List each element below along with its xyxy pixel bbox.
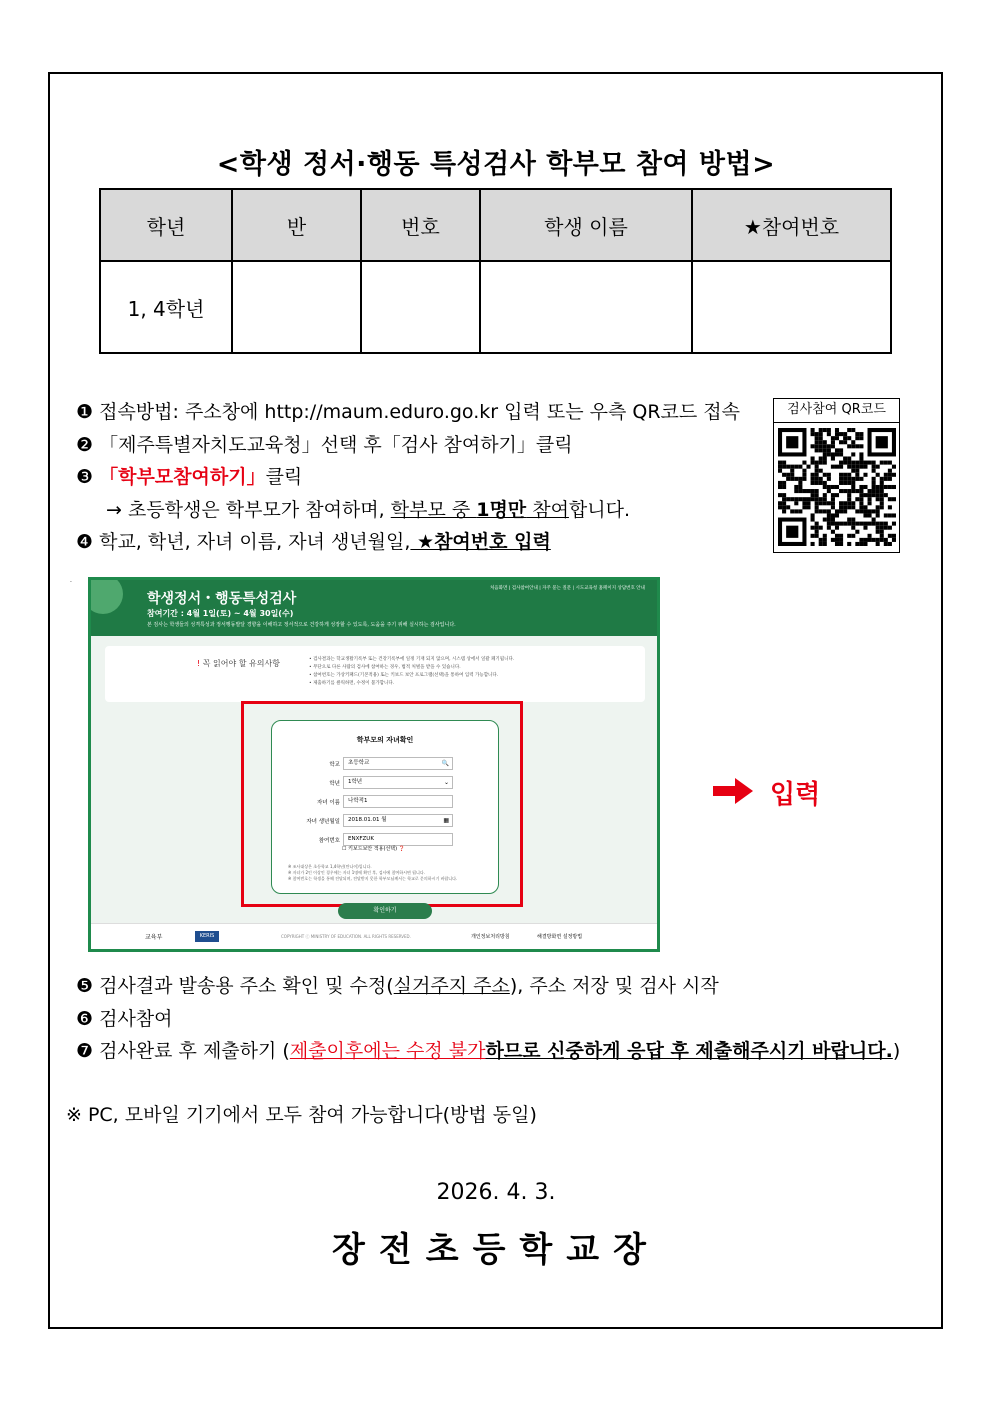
student-info-table — [99, 188, 892, 354]
header-participation-code: ★참여번호 — [692, 189, 891, 261]
step-3-highlight: 「학부모참여하기」 — [99, 466, 266, 488]
site-title: 학생정서・행동특성검사 — [147, 591, 297, 607]
header-decoration-circle — [88, 577, 123, 614]
step-1 — [76, 396, 740, 429]
notice-title-text: 꼭 읽어야 할 유의사항 — [202, 659, 280, 668]
step-3-sub-b: 학부모 중 — [390, 498, 477, 521]
step-6 — [76, 1003, 900, 1036]
step-4 — [76, 526, 740, 559]
step-4-text: 학교, 학년, 자녀 이름, 자녀 생년월일, — [99, 531, 411, 553]
document-title: <학생 정서·행동 특성검사 학부모 참여 방법> — [216, 149, 776, 180]
keyboard-security-checkbox[interactable]: ☐ 키보드보안 적용(선택) ❓ — [342, 846, 405, 852]
field-label: 학교 — [329, 762, 340, 768]
cell-number — [361, 261, 480, 353]
alert-icon: ! — [197, 659, 201, 668]
form-note: ※ 자녀가 2인 이상인 경우에는 자녀 1명에 확인 후, 검사에 참여하시면 됩니다. — [288, 870, 426, 875]
document-signer: 장전초등학교장 — [332, 1230, 660, 1270]
chevron-down-icon[interactable]: ⌄ — [443, 779, 449, 786]
confirm-button[interactable]: 확인하기 — [338, 903, 432, 919]
step-3-sub-a: → 초등학생은 학부모가 참여하며, — [106, 498, 391, 521]
header-class: 반 — [232, 189, 361, 261]
step-2-number: ❷ — [76, 433, 94, 456]
site-nav[interactable]: 처음화면 | 검사참여안내 | 자주 묻는 질문 | 시도교육청 홈페이지 상담번호 안내 — [489, 586, 645, 591]
notice-item: • 참여번호는 가상키패드(기본적용) 또는 키보드 보안 프로그램(선택)을 통하여 입력 가능합니다. — [309, 673, 499, 678]
calendar-icon[interactable]: ▦ — [443, 817, 449, 824]
grade-select[interactable]: 1학년 ⌄ — [343, 776, 453, 789]
notice-item: • 검사결과는 학교생활기록부 또는 건강기록부에 일정 기재 되지 않으며, 시스템 상에서 일괄 폐기됩니다. — [309, 657, 515, 662]
step-1-text: 접속방법: 주소창에 http://maum.eduro.go.kr 입력 또는 우측 QR코드 접속 — [99, 401, 740, 423]
privacy-link[interactable]: 개인정보처리방침 — [471, 934, 510, 940]
step-2 — [76, 429, 740, 462]
header-number: 번호 — [361, 189, 480, 261]
notice-item: • 제출하기를 클릭하면, 수정이 불가합니다. — [309, 681, 395, 686]
notice-item: • 무단으로 다른 사람의 검사에 참여하는 경우, 법적 처벌을 받을 수 있습니다. — [309, 665, 461, 670]
header-student-name: 학생 이름 — [480, 189, 692, 261]
step-3-sub — [76, 494, 740, 527]
keris-logo: KERIS — [195, 931, 219, 942]
notice-list — [309, 656, 514, 688]
step-4-number: ❹ — [76, 531, 94, 553]
child-name-input[interactable]: 나학적1 — [343, 795, 453, 808]
cell-class — [232, 261, 361, 353]
step-3-text: 클릭 — [265, 466, 303, 488]
step-6-number: ❻ — [76, 1007, 94, 1030]
step-3-sub-e: 합니다. — [568, 498, 631, 521]
form-note: ※ 참여번호는 학생을 통해 전달되며, 전달받지 못한 학부모님께서는 학교로 문의하시기 바랍니다. — [288, 876, 458, 881]
site-footer — [91, 923, 657, 949]
step-7-text-b: 하므로 신중하게 응답 후 제출해주시기 바랍니다. — [485, 1040, 893, 1062]
step-5-text-b: ), 주소 저장 및 검사 시작 — [509, 975, 719, 997]
step-4-underlined: ★참여번호 입력 — [410, 531, 551, 553]
table-header-row — [100, 189, 891, 261]
step-7 — [76, 1035, 900, 1068]
stray-dot: . — [70, 577, 72, 584]
settings-link[interactable]: 해결방화면 설정방법 — [537, 934, 583, 940]
form-title: 학부모의 자녀확인 — [356, 736, 414, 744]
site-description: 본 검사는 학생들의 성격특성과 정서행동발달 경향을 이해하고 정서적으로 건강하게 성장할 수 있도록, 도움을 주기 위해 실시하는 검사입니다. — [147, 622, 456, 628]
qr-code-icon[interactable] — [778, 428, 896, 546]
website-screenshot — [88, 577, 660, 952]
step-6-text: 검사참여 — [99, 1007, 173, 1030]
header-grade: 학년 — [100, 189, 232, 261]
field-label: 참여번호 — [318, 838, 340, 844]
copyright-text: COPYRIGHT ⓒ MINISTRY OF EDUCATION. ALL RIGHTS RESERVED. — [281, 934, 411, 939]
step-7-text-a: 검사완료 후 제출하기 ( — [99, 1040, 290, 1062]
site-header — [91, 580, 657, 636]
step-7-warning: 제출이후에는 수정 불가 — [289, 1040, 486, 1062]
qr-code-box — [773, 398, 900, 553]
table-row — [100, 261, 891, 353]
step-3-number: ❸ — [76, 466, 94, 488]
school-input[interactable]: 초등학교 🔍 — [343, 757, 453, 770]
form-note: ※ 조사대상은 초등학교 1,4학년(만나이)입니다. — [288, 864, 372, 869]
right-arrow-icon — [713, 778, 753, 804]
field-label: 자녀 생년월일 — [306, 819, 340, 825]
step-5-underlined: 실거주지 주소 — [393, 975, 510, 997]
step-1-number: ❶ — [76, 401, 94, 423]
steps-list-2 — [76, 970, 900, 1068]
cell-student-name — [480, 261, 692, 353]
highlight-box — [241, 701, 523, 907]
site-period: 참여기간 : 4월 1일(토) ~ 4월 30일(수) — [147, 609, 294, 618]
cell-grade: 1, 4학년 — [100, 261, 232, 353]
ministry-logo: 교육부 — [145, 934, 163, 941]
step-3 — [76, 461, 740, 494]
step-3-sub-d: 참여 — [526, 498, 569, 521]
cell-participation-code — [692, 261, 891, 353]
step-7-text-c: ) — [892, 1040, 901, 1062]
step-5-text-a: 검사결과 발송용 주소 확인 및 수정( — [99, 975, 394, 997]
field-label: 자녀 이름 — [316, 800, 340, 806]
step-5-number: ❺ — [76, 975, 94, 997]
document-date: 2026. 4. 3. — [436, 1180, 556, 1205]
participation-code-input[interactable]: ENXFZUK — [343, 833, 453, 846]
search-icon[interactable]: 🔍 — [441, 760, 449, 767]
qr-code-label: 검사참여 QR코드 — [774, 399, 899, 423]
device-note: ※ PC, 모바일 기기에서 모두 참여 가능합니다(방법 동일) — [66, 1104, 537, 1126]
step-2-text: 「제주특별자치도교육청」선택 후「검사 참여하기」클릭 — [99, 433, 573, 456]
steps-list — [76, 396, 740, 559]
step-5 — [76, 970, 900, 1003]
notice-panel — [105, 646, 645, 702]
notice-title — [197, 658, 280, 669]
step-7-number: ❼ — [76, 1040, 94, 1062]
input-label: 입력 — [770, 780, 821, 810]
step-3-sub-c: 1명만 — [476, 498, 527, 521]
field-label: 학년 — [329, 781, 340, 787]
birthdate-input[interactable]: 2018.01.01 월 ▦ — [343, 814, 453, 827]
